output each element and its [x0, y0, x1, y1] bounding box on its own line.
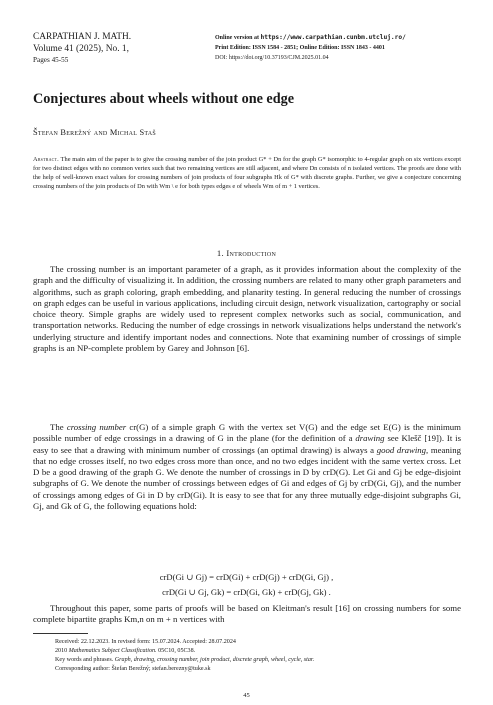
paragraph-text: [33, 422, 461, 512]
page-number: 45: [243, 692, 250, 699]
keywords-text: Graph, drawing, crossing number, join product, discrete graph, wheel, cycle, star.: [114, 657, 315, 663]
section-number: 1.: [216, 248, 224, 258]
msc-classification: [55, 647, 465, 656]
issn-line: Print Edition: ISSN 1584 - 2851; Online Edition: ISSN 1843 - 4401: [215, 45, 385, 52]
journal-header: [33, 31, 203, 66]
author-list: Štefan Berežný and Michal Staš: [33, 128, 156, 137]
term-good-drawing: good drawing: [376, 444, 427, 455]
abstract: [33, 155, 461, 191]
paragraph-text: The crossing number is an important parameter of a graph, as it provides information about the complexity of the graph and the difficulty of visualizing it. In addition, the crossing numbers are related to many other graph parameters and algorithms, such as graph coloring, graph embedding, and planarity testing. In general reducing the number of crossings on graph edges can be useful in various applications, including circuit design, network visualization, cartography or social choice theory. Simple graphs are widely used to represent complex networks such as social, communication, and transportation networks. Reducing the number of edge crossings in network visualizations helps understand the network's underlying structure and identify important nodes and connections. Note that examining number of crossings of simple graphs is an NP-complete problem by Garey and Johnson [6].: [33, 264, 461, 354]
text-run: cr(G) of a simple graph G with the vertex set V(G) and the edge set E(G) is the minimum possible number of edge crossings in a drawing of G in the plane (for the definition of a: [33, 422, 461, 444]
volume-line: Volume 41 (2025), No. 1,: [33, 44, 129, 54]
text-run: , meaning that no edge crosses itself, no two edges cross more than once, and no two edges incident with the same vertex cross. Let D be a good drawing of the graph G. We denote the number of crossings in D by crD(G). Let Gi and Gj be edge-disjoint subgraphs of G. We denote the number of crossings between edges of Gi and edges of Gj by crD(Gi, Gj), and the number of crossings among edges of Gi in D by crD(Gi). It is easy to see that for any three mutually edge-disjoint subgraphs Gi, Gj, and Gk of G, the following equations hold:: [33, 444, 461, 512]
journal-url-link[interactable]: https://www.carpathian.cunbm.utcluj.ro/: [260, 34, 406, 41]
footnotes: [55, 638, 465, 674]
footnote-divider: [33, 633, 88, 634]
msc-label: Mathematics Subject Classification.: [68, 648, 157, 654]
msc-year: 2010: [55, 648, 68, 654]
abstract-text: The main aim of the paper is to give the crossing number of the join product G* + Dn for the graph G* isomorphic to 4-regular graph on six vertices except for two distinct edges with no common vertex such that two remaining vertices are still adjacent, and where Dn consists of n isolated vertices. The proofs are done with the help of well-known exact values for crossing numbers of join products of four subgraphs Hk of G* with discrete graphs. Further, we give a conjecture concerning crossing numbers of the join products of Dn with Wm \ e for both types edges e of wheels Wm of m + 1 vertices.: [33, 156, 461, 191]
journal-name: CARPATHIAN J. MATH.: [33, 32, 132, 42]
term-drawing: drawing: [355, 433, 385, 444]
intro-paragraph-2: [33, 422, 461, 512]
paper-title: Conjectures about wheels without one edge: [33, 91, 295, 107]
paragraph-text: Throughout this paper, some parts of proofs will be based on Kleitman's result [16] on crossing numbers for some complete bipartite graphs Km,n on m + n vertices with: [33, 603, 461, 625]
section-heading: [0, 248, 493, 258]
equation-1: crD(Gi ∪ Gj) = crD(Gi) + crD(Gj) + crD(Gi, Gj) ,: [159, 572, 334, 582]
doi-link[interactable]: DOI: https://doi.org/10.37193/CJM.2025.01.04: [215, 55, 329, 62]
online-version: [215, 33, 465, 43]
received-dates: Received: 22.12.2023. In revised form: 15.07.2024. Accepted: 28.07.2024: [55, 639, 236, 645]
publication-info: [215, 33, 465, 64]
corresponding-author: Corresponding author: Štefan Berežný; stefan.berezny@tuke.sk: [55, 666, 211, 672]
text-run: see Klešč [19]). It is easy to see that a drawing with minimum number of crossings (an optimal drawing) is always a: [33, 433, 461, 455]
term-crossing-number: crossing number: [66, 422, 127, 432]
pages-line: Pages 45-55: [33, 56, 69, 64]
text-run: The: [50, 422, 67, 432]
abstract-label: Abstract.: [33, 156, 59, 163]
intro-paragraph-1: [33, 264, 461, 354]
msc-codes: 05C10, 05C38.: [158, 648, 196, 654]
online-label: Online version at: [215, 35, 260, 41]
keywords-label: Key words and phrases.: [55, 657, 114, 663]
section-title: Introduction: [226, 248, 277, 258]
keywords: [55, 656, 465, 665]
equation-2: crD(Gi ∪ Gj, Gk) = crD(Gi, Gk) + crD(Gj, Gk) .: [162, 587, 331, 597]
intro-paragraph-3: [33, 603, 461, 626]
